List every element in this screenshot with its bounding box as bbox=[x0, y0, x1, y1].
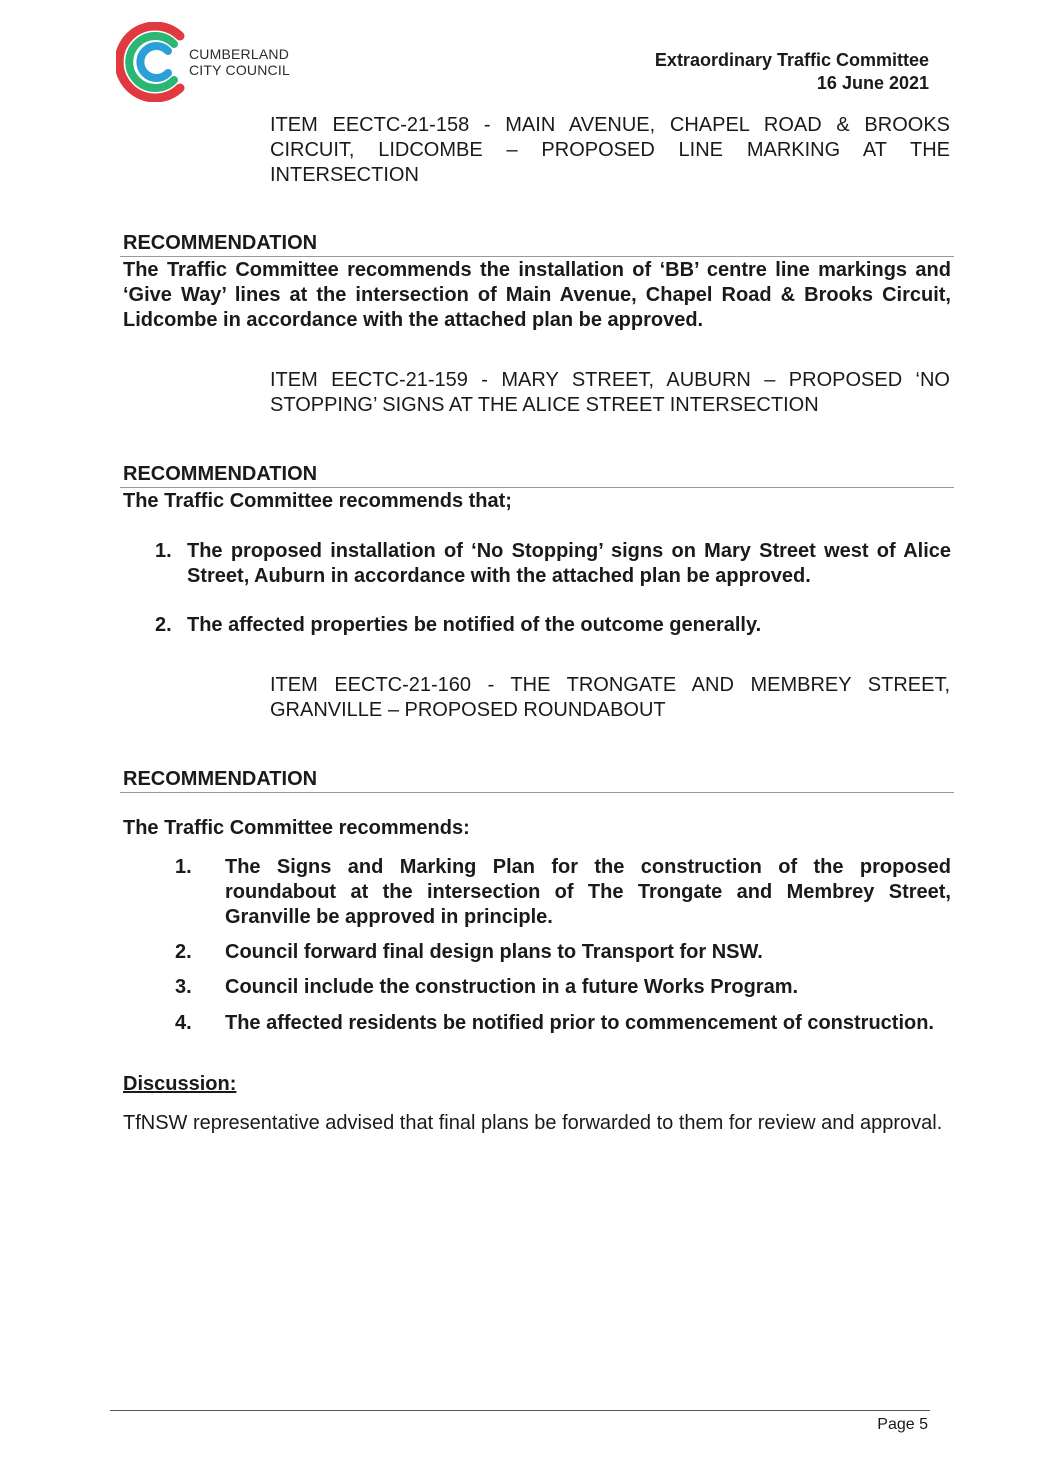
council-logo bbox=[116, 22, 306, 102]
item-159-recommendation-heading: RECOMMENDATION bbox=[123, 463, 318, 485]
item-160-heading-rule bbox=[120, 792, 954, 793]
page-header bbox=[655, 49, 929, 95]
item-158-title: ITEM EECTC-21-158 - MAIN AVENUE, CHAPEL ROAD & BROOKS CIRCUIT, LIDCOMBE – PROPOSED LINE MARKING AT THE INTERSECTION bbox=[270, 114, 950, 186]
page-number: Page 5 bbox=[877, 1416, 928, 1433]
list-item-number: 2. bbox=[175, 941, 192, 963]
council-logo-icon bbox=[116, 22, 188, 102]
meeting-date: 16 June 2021 bbox=[816, 73, 929, 93]
list-item-text: Council include the construction in a future Works Program. bbox=[225, 976, 799, 998]
item-160-title: ITEM EECTC-21-160 - THE TRONGATE AND MEMBREY STREET, GRANVILLE – PROPOSED ROUNDABOUT bbox=[270, 674, 950, 721]
list-item-number: 1. bbox=[155, 540, 172, 562]
discussion-heading: Discussion: bbox=[123, 1073, 237, 1095]
item-159-title: ITEM EECTC-21-159 - MARY STREET, AUBURN – PROPOSED ‘NO STOPPING’ SIGNS AT THE ALICE STREET INTERSECTION bbox=[270, 369, 950, 416]
item-160-list-item bbox=[175, 975, 951, 1000]
logo-line-2: CITY COUNCIL bbox=[189, 62, 290, 78]
item-160-intro: The Traffic Committee recommends: bbox=[123, 817, 470, 839]
item-158-recommendation-heading: RECOMMENDATION bbox=[123, 232, 318, 254]
item-159-intro: The Traffic Committee recommends that; bbox=[123, 490, 512, 512]
list-item-number: 4. bbox=[175, 1012, 192, 1034]
item-160-recommendation-heading: RECOMMENDATION bbox=[123, 768, 318, 790]
list-item-text: Council forward final design plans to Transport for NSW. bbox=[225, 941, 763, 963]
item-160-list-item bbox=[175, 940, 951, 965]
list-item-text: The affected properties be notified of the outcome generally. bbox=[187, 614, 762, 636]
item-159-list-item bbox=[155, 539, 951, 589]
item-158-recommendation-text: The Traffic Committee recommends the installation of ‘BB’ centre line markings and ‘Give Way’ lines at the intersection of Main Avenue, Chapel Road & Brooks Circuit, Lidcombe in accordance with the attached plan be approved. bbox=[123, 259, 951, 331]
list-item-text: The proposed installation of ‘No Stopping’ signs on Mary Street west of Alice Street, Auburn in accordance with the attached plan be approved. bbox=[187, 540, 951, 587]
list-item-number: 2. bbox=[155, 614, 172, 636]
list-item-text: The Signs and Marking Plan for the construction of the proposed roundabout at the intersection of The Trongate and Membrey Street, Granville be approved in principle. bbox=[225, 856, 951, 928]
footer-rule bbox=[110, 1410, 930, 1411]
committee-name: Extraordinary Traffic Committee bbox=[654, 50, 929, 70]
item-159-heading-rule bbox=[120, 487, 954, 488]
item-159-list-item bbox=[155, 613, 951, 638]
list-item-number: 3. bbox=[175, 976, 192, 998]
item-158-heading-rule bbox=[120, 256, 954, 257]
logo-line-1: CUMBERLAND bbox=[189, 46, 290, 62]
council-logo-text bbox=[189, 46, 290, 78]
list-item-number: 1. bbox=[175, 856, 192, 878]
discussion-text: TfNSW representative advised that final plans be forwarded to them for review and approval. bbox=[123, 1112, 943, 1134]
list-item-text: The affected residents be notified prior to commencement of construction. bbox=[225, 1012, 934, 1034]
item-160-list-item bbox=[175, 1011, 951, 1036]
item-160-list-item bbox=[175, 855, 951, 930]
